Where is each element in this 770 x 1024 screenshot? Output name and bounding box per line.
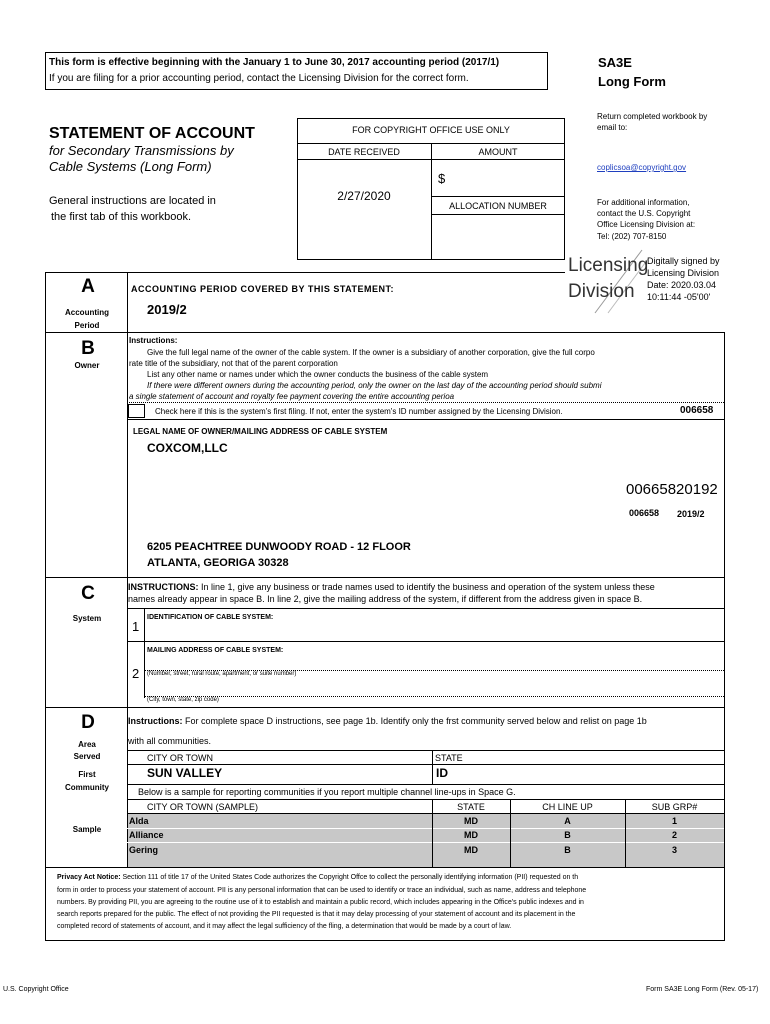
sample-header-city: CITY OR TOWN (SAMPLE) <box>147 802 259 812</box>
small-period: 2019/2 <box>677 509 705 519</box>
space-a-label-2: Period <box>74 321 100 330</box>
space-d-label-community: Community <box>65 783 109 792</box>
accounting-period-heading: ACCOUNTING PERIOD COVERED BY THIS STATEMENT: <box>131 284 395 294</box>
identification-label: IDENTIFICATION OF CABLE SYSTEM: <box>147 614 274 621</box>
sample-row-2-state: MD <box>464 830 478 840</box>
first-filing-checkbox[interactable] <box>128 404 145 418</box>
footer-left: U.S. Copyright Office <box>3 986 69 993</box>
sample-row-1-state: MD <box>464 816 478 826</box>
title-sub-1: for Secondary Transmissions by <box>49 143 234 158</box>
space-c-instructions <box>128 582 655 592</box>
sample-row-3-city: Gering <box>129 845 159 855</box>
address-line-1[interactable]: 6205 PEACHTREE DUNWOODY ROAD - 12 FLOOR <box>147 541 411 553</box>
space-d-instructions-line-1: For complete space D instructions, see page 1b. Identify only the frst community served below and relist on page 1b <box>182 716 647 726</box>
email-link[interactable]: coplicsoa@copyright.gov <box>597 163 687 172</box>
space-a-letter: A <box>81 276 95 297</box>
first-community-state[interactable]: ID <box>436 766 448 780</box>
sample-row-3-subgrp: 3 <box>671 845 677 855</box>
sample-row-1-chline: A <box>564 816 571 826</box>
sample-row-3-chline: B <box>564 845 571 855</box>
space-d-letter: D <box>81 712 95 733</box>
date-received-label: DATE RECEIVED <box>328 147 400 157</box>
privacy-line-3: numbers. By providing PII, you are agreeing to the routine use of it to establish and maintain a public record, which includes appearing in the Office's public indexes and in <box>57 899 584 906</box>
info-line-1: For additional information, <box>597 198 690 207</box>
first-community-city[interactable]: SUN VALLEY <box>147 766 223 780</box>
licensing-logo-2: Division <box>568 281 635 302</box>
date-received-value: 2/27/2020 <box>337 189 391 203</box>
privacy-label: Privacy Act Notice: <box>57 874 121 881</box>
space-b-line-2: rate title of the subsidiary, not that of the parent corporation <box>129 359 338 368</box>
first-filing-text: Check here if this is the system's first filing. If not, enter the system's ID number assigned by the Licensing Division. <box>155 407 563 416</box>
legal-name-label: LEGAL NAME OF OWNER/MAILING ADDRESS OF CABLE SYSTEM <box>133 427 388 436</box>
signed-line-4: 10:11:44 -05'00' <box>647 292 711 302</box>
signed-line-1: Digitally signed by <box>647 256 720 266</box>
sample-row-1-city: Alda <box>129 816 149 826</box>
form-type: Long Form <box>598 74 666 89</box>
office-use-heading: FOR COPYRIGHT OFFICE USE ONLY <box>352 125 510 135</box>
big-id-number: 00665820192 <box>626 481 718 498</box>
mailing-address-label: MAILING ADDRESS OF CABLE SYSTEM: <box>147 647 284 654</box>
space-b-line-1: Give the full legal name of the owner of the cable system. If the owner is a subsidiary of another corporation, give the full corpo <box>147 348 595 357</box>
privacy-line-5: completed record of statements of account, and it may affect the legal sufficiency of the fling, a determination that would be made by a court of law. <box>57 923 512 930</box>
space-c-instructions-heading: INSTRUCTIONS: <box>128 582 199 592</box>
general-instructions-1: General instructions are located in <box>49 195 216 207</box>
dollar-sign: $ <box>438 171 446 186</box>
line-2-number: 2 <box>132 666 140 681</box>
info-line-4: Tel: (202) 707-8150 <box>597 232 667 241</box>
info-line-3: Office Licensing Division at: <box>597 220 696 229</box>
system-id-value[interactable]: 006658 <box>680 405 714 416</box>
return-text-2: email to: <box>597 123 628 132</box>
sample-note: Below is a sample for reporting communities if you report multiple channel line-ups in Space G. <box>138 787 516 797</box>
space-b-line-4: If there were different owners during the accounting period, only the owner on the last day of the accounting period should submi <box>147 381 602 390</box>
return-text-1: Return completed workbook by <box>597 112 708 121</box>
accounting-period-value[interactable]: 2019/2 <box>147 302 187 317</box>
small-id-number: 006658 <box>629 508 660 518</box>
general-instructions-2: the first tab of this workbook. <box>51 211 192 223</box>
title-sub-2: Cable Systems (Long Form) <box>49 159 212 174</box>
space-b-label: Owner <box>74 361 100 370</box>
address-line-2[interactable]: ATLANTA, GEORIGA 30328 <box>147 557 289 569</box>
privacy-line-1: Section 111 of title 17 of the United States Code authorizes the Copyright Offce to collect the personally identifying information (PII) requested on th <box>120 874 579 881</box>
line-1-number: 1 <box>132 619 140 634</box>
state-header: STATE <box>435 753 463 763</box>
sample-header-state: STATE <box>457 802 485 812</box>
footer-right: Form SA3E Long Form (Rev. 05-17) <box>646 986 759 993</box>
sample-row-3-state: MD <box>464 845 478 855</box>
space-d-instructions <box>128 716 647 726</box>
space-d-instructions-heading: Instructions: <box>128 716 183 726</box>
space-b-line-5: a single statement of account and royalty fee payment covering the entire accounting perioa <box>129 392 455 401</box>
privacy-line-4: search reports prepared for the public. The effect of not providing the PII requested is that it may delay processing of your statement of account and its placement in the <box>57 911 576 918</box>
space-d-label-first: First <box>78 770 96 779</box>
space-b-instructions-heading: Instructions: <box>129 336 178 345</box>
space-c-instructions-line-1: In line 1, give any business or trade names used to identify the business and operation of the system unless these <box>198 582 655 592</box>
city-header: CITY OR TOWN <box>147 753 214 763</box>
allocation-number-label: ALLOCATION NUMBER <box>449 201 547 211</box>
sample-row-1-subgrp: 1 <box>671 816 677 826</box>
space-c-instructions-line-2: names already appear in space B. In line 2, give the mailing address of the system, if different from the address given in space B. <box>128 594 643 604</box>
sample-header-subgrp: SUB GRP# <box>651 802 698 812</box>
licensing-logo-1: Licensing <box>568 255 649 276</box>
sample-header-chline: CH LINE UP <box>542 802 593 812</box>
space-b-line-3: List any other name or names under which the owner conducts the business of the cable system <box>147 370 489 379</box>
space-d-label-served: Served <box>73 752 101 761</box>
space-d-label-area: Area <box>78 740 96 749</box>
space-d-instructions-line-2: with all communities. <box>128 736 212 746</box>
amount-label: AMOUNT <box>478 147 518 157</box>
form-code: SA3E <box>598 55 632 70</box>
street-hint: (Number, street, rural route, apartment, or suite number) <box>147 671 297 677</box>
page-title: STATEMENT OF ACCOUNT <box>49 125 255 142</box>
space-c-label: System <box>72 614 102 623</box>
space-c-letter: C <box>81 583 95 604</box>
legal-name-value[interactable]: COXCOM,LLC <box>147 441 228 455</box>
space-a-label-1: Accounting <box>65 308 109 317</box>
signed-line-2: Licensing Division <box>647 268 720 278</box>
space-d-label-sample: Sample <box>72 825 102 834</box>
privacy-line-2: form in order to process your statement of account. PII is any personal information that can be used to identify or trace an individual, such as name, address and telephone <box>57 887 587 894</box>
info-line-2: contact the U.S. Copyright <box>597 209 691 218</box>
sample-row-2-city: Alliance <box>129 830 164 840</box>
space-b-letter: B <box>81 338 95 359</box>
privacy-notice <box>57 874 578 881</box>
signed-line-3: Date: 2020.03.04 <box>647 280 717 290</box>
sample-row-2-chline: B <box>564 830 571 840</box>
prior-period-line: If you are filing for a prior accounting period, contact the Licensing Division for the correct form. <box>49 73 469 84</box>
effective-line: This form is effective beginning with the January 1 to June 30, 2017 accounting period (2017/1) <box>49 57 500 68</box>
city-hint: (City, town, state, zip code) <box>147 697 219 703</box>
sample-row-2-subgrp: 2 <box>671 830 677 840</box>
